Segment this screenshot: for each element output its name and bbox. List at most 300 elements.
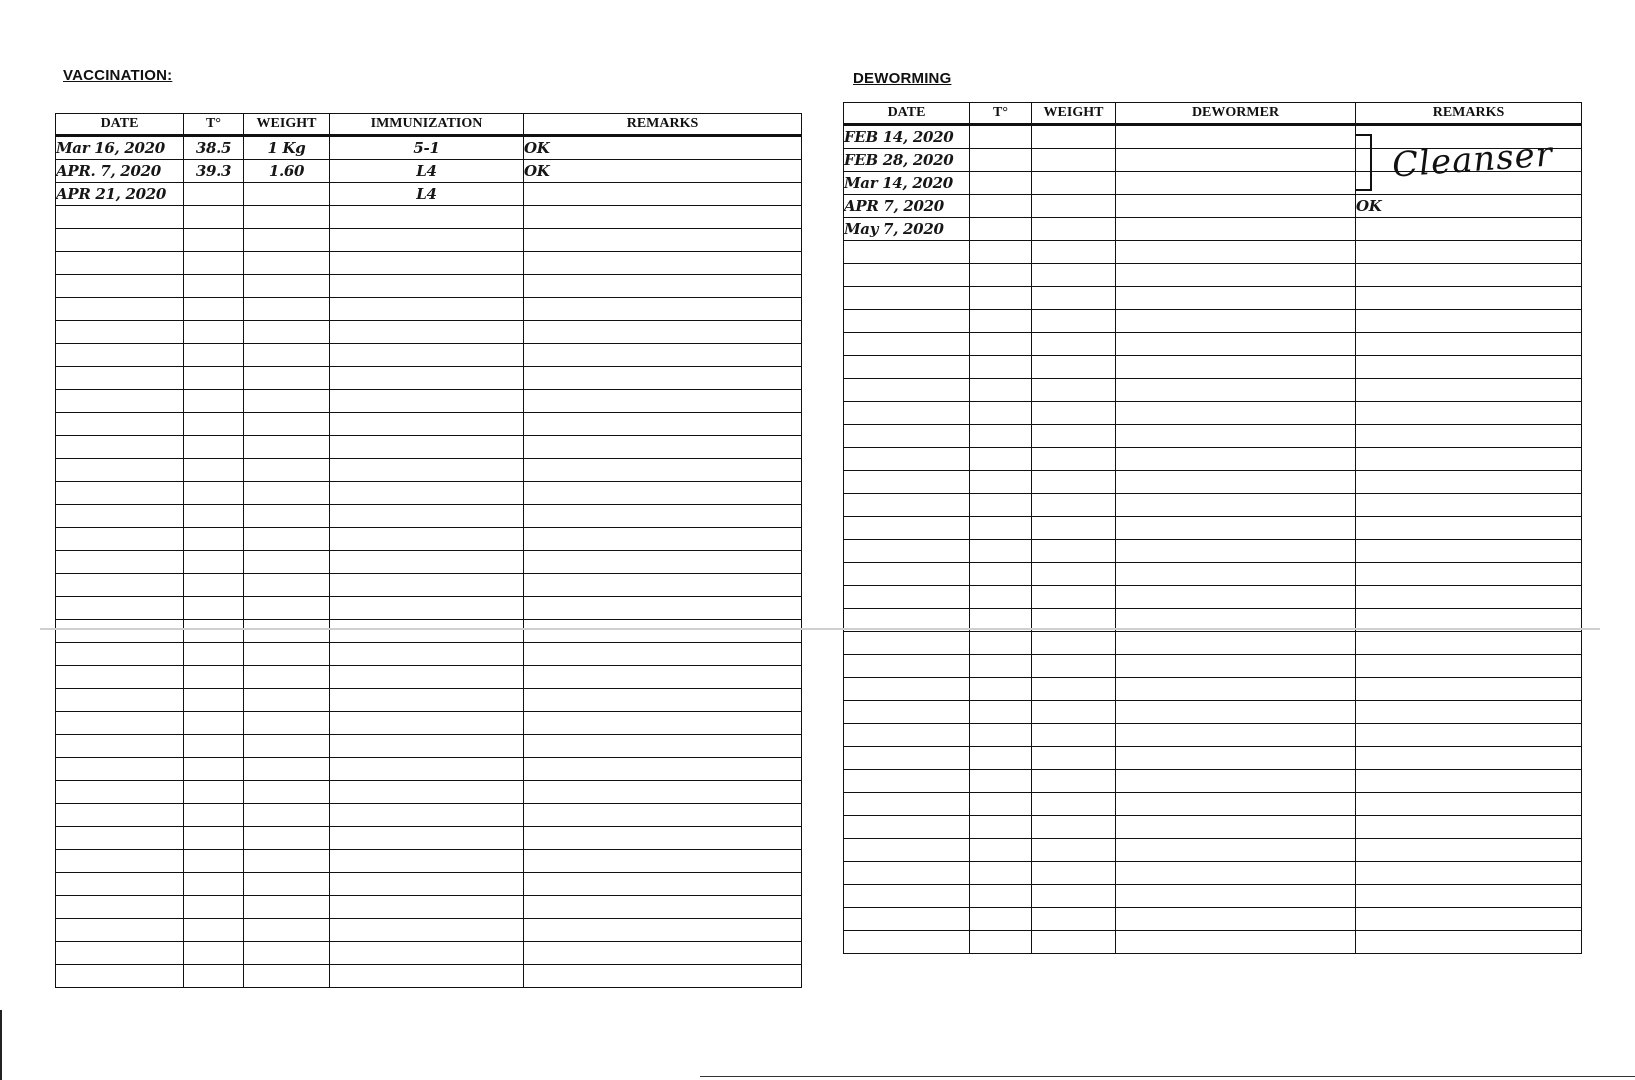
cell-date: [56, 413, 184, 436]
cell-immunization: 5-1: [330, 136, 524, 160]
table-row: [56, 827, 802, 850]
cell-date: May 7, 2020: [844, 218, 970, 241]
cell-temp: [970, 402, 1032, 425]
cell-temp: [970, 724, 1032, 747]
cell-temp: [970, 885, 1032, 908]
cell-weight: [1032, 862, 1116, 885]
cell-temp: [970, 264, 1032, 287]
cell-weight: [1032, 931, 1116, 954]
scan-artifact-line: [40, 628, 1600, 630]
cell-weight: [244, 229, 330, 252]
cell-date: [844, 471, 970, 494]
cell-remarks: OK: [1356, 195, 1582, 218]
table-row: [56, 643, 802, 666]
cell-weight: [1032, 172, 1116, 195]
cell-weight: [1032, 655, 1116, 678]
cell-dewormer: [1116, 885, 1356, 908]
cell-date: [56, 551, 184, 574]
cell-weight: [1032, 425, 1116, 448]
cell-weight: [244, 850, 330, 873]
cell-immunization: [330, 942, 524, 965]
cell-temp: [184, 804, 244, 827]
cell-weight: [1032, 310, 1116, 333]
cell-temp: [970, 586, 1032, 609]
cell-date: [844, 908, 970, 931]
cell-temp: [970, 356, 1032, 379]
cell-dewormer: [1116, 862, 1356, 885]
table-row: [844, 701, 1582, 724]
cell-immunization: L4: [330, 160, 524, 183]
column-header-weight: WEIGHT: [1032, 103, 1116, 125]
cell-weight: [1032, 356, 1116, 379]
vaccination-title: VACCINATION:: [63, 67, 173, 84]
table-row: [56, 252, 802, 275]
table-row: [56, 275, 802, 298]
cell-immunization: [330, 919, 524, 942]
table-row: [56, 574, 802, 597]
cell-immunization: [330, 896, 524, 919]
cell-temp: [184, 896, 244, 919]
column-header-remarks: REMARKS: [524, 114, 802, 136]
cell-remarks: [524, 620, 802, 643]
cell-date: [844, 632, 970, 655]
cell-remarks: [524, 436, 802, 459]
cell-temp: [184, 275, 244, 298]
cell-remarks: [1356, 816, 1582, 839]
cell-temp: [184, 850, 244, 873]
cell-temp: [970, 816, 1032, 839]
cell-date: [844, 448, 970, 471]
cell-temp: [970, 839, 1032, 862]
cell-date: APR 7, 2020: [844, 195, 970, 218]
table-row: [844, 770, 1582, 793]
cell-date: [56, 620, 184, 643]
cell-immunization: [330, 505, 524, 528]
cell-remarks: [524, 206, 802, 229]
cell-immunization: [330, 666, 524, 689]
cell-immunization: [330, 390, 524, 413]
cell-remarks: [1356, 241, 1582, 264]
cell-weight: [1032, 471, 1116, 494]
cell-temp: [184, 551, 244, 574]
cell-weight: [244, 597, 330, 620]
table-row: [56, 390, 802, 413]
cell-weight: [1032, 816, 1116, 839]
cell-date: [56, 344, 184, 367]
cell-remarks: [1356, 448, 1582, 471]
cell-immunization: [330, 229, 524, 252]
cell-dewormer: [1116, 931, 1356, 954]
cell-immunization: [330, 252, 524, 275]
cell-temp: [184, 643, 244, 666]
cell-date: [844, 586, 970, 609]
cell-remarks: [524, 321, 802, 344]
cell-weight: [244, 643, 330, 666]
cell-temp: [970, 678, 1032, 701]
bracket-mark: [1356, 134, 1372, 191]
table-row: [56, 712, 802, 735]
table-row: [56, 850, 802, 873]
cell-weight: [1032, 540, 1116, 563]
cell-temp: [184, 597, 244, 620]
cell-temp: [184, 620, 244, 643]
cell-immunization: [330, 620, 524, 643]
cell-remarks: [524, 666, 802, 689]
cell-date: [56, 689, 184, 712]
cell-date: [56, 643, 184, 666]
table-row: [56, 597, 802, 620]
deworming-rows: [844, 125, 1582, 954]
cell-weight: [244, 367, 330, 390]
cell-weight: [1032, 517, 1116, 540]
cell-remarks: [1356, 655, 1582, 678]
table-row: [844, 540, 1582, 563]
cell-temp: [970, 172, 1032, 195]
cell-immunization: [330, 551, 524, 574]
cell-date: [844, 931, 970, 954]
table-row: [56, 136, 802, 160]
cell-weight: 1 Kg: [244, 136, 330, 160]
cell-immunization: [330, 436, 524, 459]
cell-weight: [1032, 678, 1116, 701]
cell-weight: [244, 965, 330, 988]
cell-weight: [1032, 241, 1116, 264]
cell-date: [844, 494, 970, 517]
cell-immunization: [330, 528, 524, 551]
cell-date: [844, 678, 970, 701]
cell-date: [56, 528, 184, 551]
table-row: [844, 586, 1582, 609]
cell-dewormer: [1116, 770, 1356, 793]
cell-dewormer: [1116, 448, 1356, 471]
cell-date: [844, 379, 970, 402]
cell-date: [56, 850, 184, 873]
cell-date: [56, 436, 184, 459]
cell-weight: [244, 252, 330, 275]
cell-weight: [244, 942, 330, 965]
table-row: [844, 218, 1582, 241]
cell-temp: [184, 758, 244, 781]
cell-weight: [1032, 218, 1116, 241]
cell-date: [56, 367, 184, 390]
cell-dewormer: [1116, 356, 1356, 379]
cell-date: [844, 724, 970, 747]
column-header-remarks: REMARKS: [1356, 103, 1582, 125]
cell-remarks: [1356, 379, 1582, 402]
cell-remarks: [524, 804, 802, 827]
cell-date: [844, 655, 970, 678]
cell-date: [844, 816, 970, 839]
cell-temp: [184, 827, 244, 850]
table-row: [844, 517, 1582, 540]
cell-remarks: [524, 873, 802, 896]
cell-date: [844, 402, 970, 425]
cell-remarks: OK: [524, 136, 802, 160]
table-row: [844, 724, 1582, 747]
cell-weight: [1032, 908, 1116, 931]
cell-date: [56, 666, 184, 689]
cell-immunization: [330, 850, 524, 873]
cell-weight: [244, 804, 330, 827]
cell-immunization: [330, 275, 524, 298]
cell-temp: [184, 459, 244, 482]
cell-date: [56, 758, 184, 781]
cell-immunization: [330, 597, 524, 620]
cell-weight: [244, 827, 330, 850]
cell-remarks: [1356, 563, 1582, 586]
cell-remarks: [524, 459, 802, 482]
cell-date: [844, 287, 970, 310]
cell-remarks: [1356, 678, 1582, 701]
cell-immunization: [330, 459, 524, 482]
table-row: [844, 563, 1582, 586]
table-row: [56, 965, 802, 988]
table-row: [56, 505, 802, 528]
cell-date: APR. 7, 2020: [56, 160, 184, 183]
table-row: [56, 873, 802, 896]
cell-temp: [184, 206, 244, 229]
cell-date: [56, 735, 184, 758]
table-row: [56, 735, 802, 758]
cell-date: [844, 885, 970, 908]
vaccination-rows: [56, 136, 802, 988]
cell-immunization: L4: [330, 183, 524, 206]
cell-weight: [244, 689, 330, 712]
table-row: [56, 229, 802, 252]
cell-date: [844, 540, 970, 563]
cell-temp: [970, 701, 1032, 724]
table-row: [844, 333, 1582, 356]
table-row: [56, 160, 802, 183]
cell-dewormer: [1116, 264, 1356, 287]
table-row: [56, 321, 802, 344]
cell-temp: [970, 218, 1032, 241]
cell-immunization: [330, 298, 524, 321]
cell-weight: [244, 321, 330, 344]
cell-date: [844, 425, 970, 448]
cell-remarks: [524, 252, 802, 275]
table-row: [56, 436, 802, 459]
column-header-date: DATE: [844, 103, 970, 125]
cell-date: [844, 770, 970, 793]
cell-remarks: [524, 183, 802, 206]
cell-temp: [184, 735, 244, 758]
cell-date: [844, 839, 970, 862]
column-header-temperature: T°: [970, 103, 1032, 125]
table-row: [56, 666, 802, 689]
cell-temp: [184, 574, 244, 597]
page-edge-mark: [0, 1010, 2, 1080]
cell-immunization: [330, 689, 524, 712]
cell-temp: [970, 862, 1032, 885]
cell-weight: [244, 896, 330, 919]
column-header-immunization: IMMUNIZATION: [330, 114, 524, 136]
cell-remarks: [524, 551, 802, 574]
table-row: [844, 747, 1582, 770]
cell-date: [56, 827, 184, 850]
cell-temp: 38.5: [184, 136, 244, 160]
cell-remarks: [1356, 494, 1582, 517]
cell-date: [56, 275, 184, 298]
cell-weight: [1032, 402, 1116, 425]
cell-remarks: [524, 344, 802, 367]
cell-immunization: [330, 827, 524, 850]
table-row: [844, 678, 1582, 701]
table-row: [844, 195, 1582, 218]
cell-weight: [244, 712, 330, 735]
cell-weight: [1032, 747, 1116, 770]
cell-immunization: [330, 965, 524, 988]
cell-weight: [244, 482, 330, 505]
table-row: [56, 344, 802, 367]
cell-date: [56, 942, 184, 965]
cell-dewormer: [1116, 172, 1356, 195]
table-row: [844, 356, 1582, 379]
table-row: [844, 448, 1582, 471]
cell-remarks: [524, 574, 802, 597]
cell-temp: [184, 367, 244, 390]
cell-temp: [970, 241, 1032, 264]
table-row: [56, 896, 802, 919]
cell-temp: [184, 229, 244, 252]
cell-date: [56, 896, 184, 919]
cell-immunization: [330, 735, 524, 758]
cell-remarks: [1356, 540, 1582, 563]
cell-temp: [184, 689, 244, 712]
cell-temp: 39.3: [184, 160, 244, 183]
cell-dewormer: [1116, 724, 1356, 747]
cell-temp: [970, 333, 1032, 356]
cell-temp: [184, 321, 244, 344]
table-row: [56, 781, 802, 804]
cell-dewormer: [1116, 333, 1356, 356]
cell-temp: [970, 149, 1032, 172]
cell-date: [56, 965, 184, 988]
table-row: [844, 862, 1582, 885]
cell-immunization: [330, 804, 524, 827]
cell-temp: [184, 873, 244, 896]
cell-dewormer: [1116, 195, 1356, 218]
cell-weight: [1032, 287, 1116, 310]
table-row: [56, 942, 802, 965]
cell-immunization: [330, 413, 524, 436]
cell-dewormer: [1116, 839, 1356, 862]
cell-temp: [970, 310, 1032, 333]
cell-remarks: [1356, 885, 1582, 908]
cell-weight: [1032, 885, 1116, 908]
cell-date: [844, 793, 970, 816]
cell-dewormer: [1116, 908, 1356, 931]
cell-weight: [244, 574, 330, 597]
page-bottom-rule: [700, 1076, 1635, 1077]
cell-weight: [1032, 333, 1116, 356]
cell-temp: [970, 494, 1032, 517]
column-header-dewormer: DEWORMER: [1116, 103, 1356, 125]
table-row: [56, 551, 802, 574]
cell-date: [844, 862, 970, 885]
cell-temp: [970, 655, 1032, 678]
cell-date: [56, 459, 184, 482]
cell-dewormer: [1116, 678, 1356, 701]
table-row: [56, 919, 802, 942]
cell-remarks: [1356, 586, 1582, 609]
cell-date: [844, 333, 970, 356]
cell-date: [56, 505, 184, 528]
cell-remarks: [524, 482, 802, 505]
cell-weight: [244, 206, 330, 229]
deworming-table: [843, 102, 1582, 954]
cell-weight: [244, 919, 330, 942]
cell-weight: [1032, 701, 1116, 724]
cell-remarks: [524, 942, 802, 965]
cell-remarks: [1356, 356, 1582, 379]
cell-remarks: [1356, 287, 1582, 310]
cell-weight: [244, 413, 330, 436]
cell-dewormer: [1116, 793, 1356, 816]
cell-dewormer: [1116, 402, 1356, 425]
deworming-header-row: [844, 103, 1582, 125]
cell-remarks: [1356, 724, 1582, 747]
table-row: [844, 241, 1582, 264]
cell-temp: [184, 298, 244, 321]
cell-date: [844, 310, 970, 333]
cell-immunization: [330, 574, 524, 597]
cell-temp: [970, 540, 1032, 563]
cell-remarks: [1356, 931, 1582, 954]
cell-weight: 1.60: [244, 160, 330, 183]
table-row: [56, 528, 802, 551]
cell-dewormer: [1116, 471, 1356, 494]
cell-weight: [1032, 494, 1116, 517]
cell-date: [56, 804, 184, 827]
table-row: [844, 908, 1582, 931]
cell-immunization: [330, 344, 524, 367]
table-row: [56, 413, 802, 436]
cell-temp: [184, 183, 244, 206]
cell-remarks: [524, 896, 802, 919]
cell-date: [56, 390, 184, 413]
cell-temp: [970, 793, 1032, 816]
cell-weight: [1032, 379, 1116, 402]
cell-remarks: [1356, 264, 1582, 287]
table-row: [844, 885, 1582, 908]
cell-weight: [1032, 149, 1116, 172]
cell-date: [844, 356, 970, 379]
cell-date: [56, 298, 184, 321]
cell-temp: [970, 125, 1032, 149]
cell-remarks: [524, 850, 802, 873]
cell-remarks: [1356, 793, 1582, 816]
cell-temp: [184, 666, 244, 689]
cell-temp: [184, 528, 244, 551]
cell-weight: [1032, 632, 1116, 655]
cell-weight: [1032, 125, 1116, 149]
cell-weight: [244, 781, 330, 804]
cell-remarks: [524, 965, 802, 988]
table-row: [844, 264, 1582, 287]
cell-date: [56, 229, 184, 252]
column-header-weight: WEIGHT: [244, 114, 330, 136]
table-row: [844, 310, 1582, 333]
cell-dewormer: [1116, 241, 1356, 264]
cell-temp: [970, 908, 1032, 931]
cell-remarks: [524, 367, 802, 390]
cell-date: [56, 781, 184, 804]
cell-weight: [244, 873, 330, 896]
cell-date: [56, 482, 184, 505]
cell-immunization: [330, 206, 524, 229]
cell-date: [56, 712, 184, 735]
